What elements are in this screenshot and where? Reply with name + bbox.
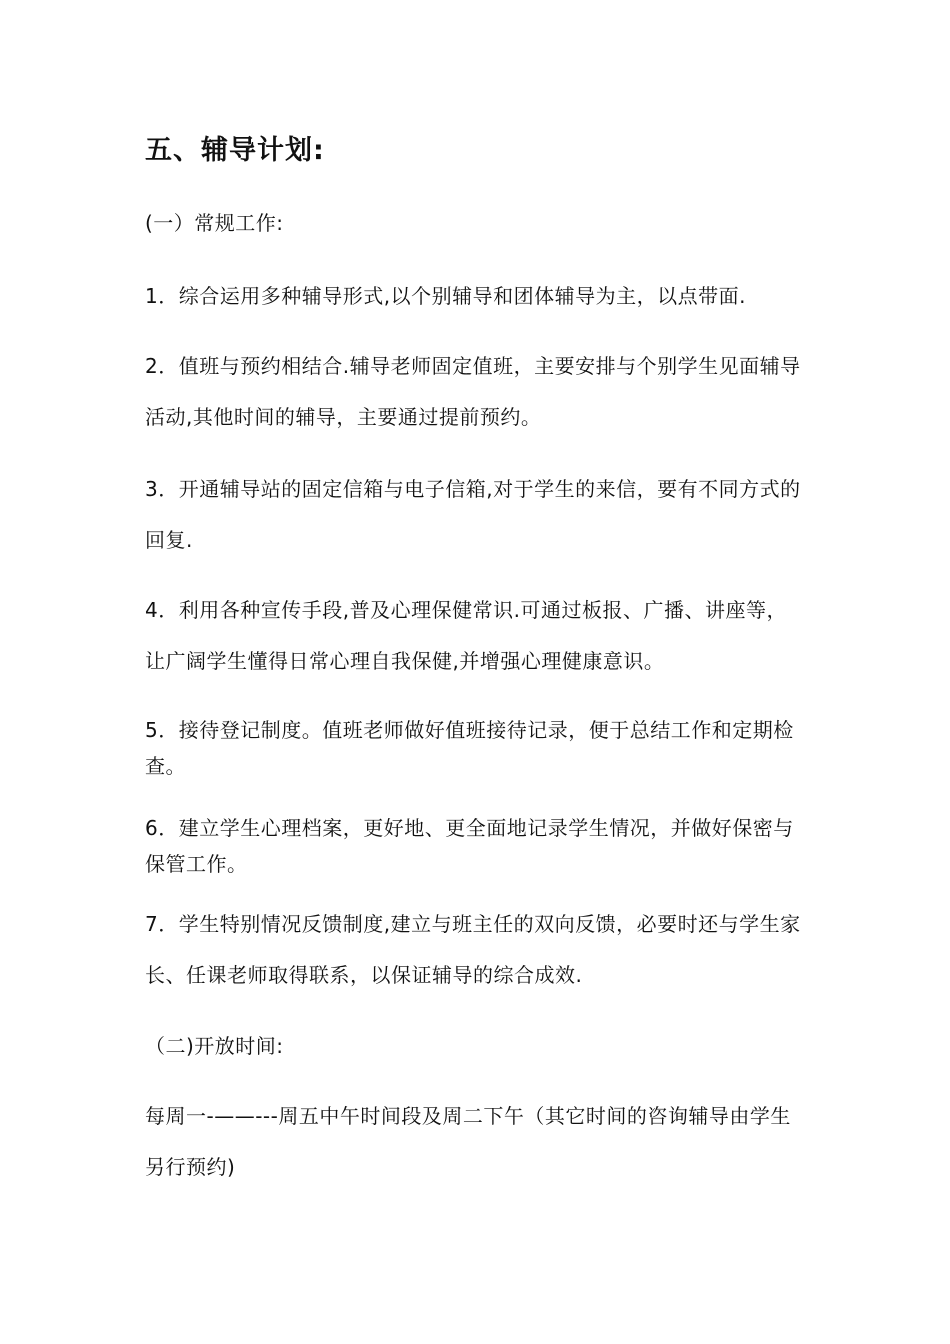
open-hours-text: 每周一-——---周五中午时间段及周二下午（其它时间的咨询辅导由学生另行预约)	[145, 1104, 791, 1179]
list-item-6: 6．建立学生心理档案，更好地、更全面地记录学生情况，并做好保密与保管工作。	[145, 816, 794, 876]
list-item-4: 4．利用各种宣传手段,普及心理保健常识.可通过板报、广播、讲座等，让广阔学生懂得日常心理自我保健,并增强心理健康意识。	[145, 598, 787, 673]
section-title-open-hours: （二)开放时间:	[145, 1034, 284, 1058]
list-item-2: 2．值班与预约相结合.辅导老师固定值班，主要安排与个别学生见面辅导活动,其他时间的辅导，主要通过提前预约。	[145, 354, 801, 429]
section-title-routine: (一）常规工作:	[145, 211, 284, 235]
list-item-1: 1．综合运用多种辅导形式,以个别辅导和团体辅导为主，以点带面.	[145, 284, 746, 308]
list-item-3: 3．开通辅导站的固定信箱与电子信箱,对于学生的来信，要有不同方式的回复.	[145, 477, 801, 552]
list-item-5: 5．接待登记制度。值班老师做好值班接待记录，便于总结工作和定期检查。	[145, 718, 794, 778]
page-title: 五、辅导计划:	[145, 135, 325, 166]
list-item-7: 7．学生特别情况反馈制度,建立与班主任的双向反馈，必要时还与学生家长、任课老师取得联系，以保证辅导的综合成效.	[145, 912, 801, 987]
